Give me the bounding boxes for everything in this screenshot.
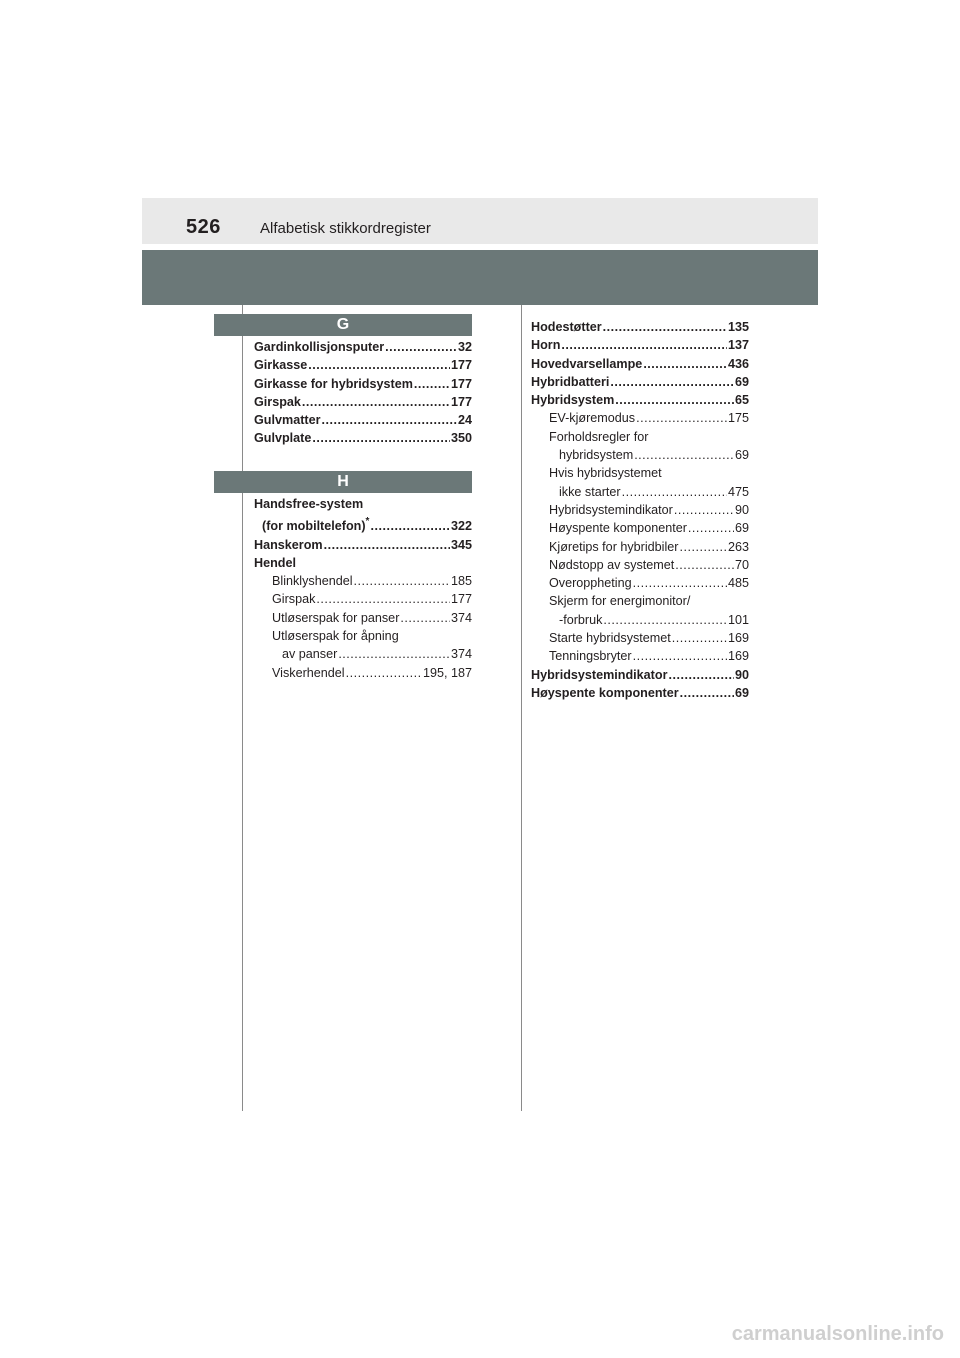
index-subentry-apning-cont[interactable]: av panser ..... 374 bbox=[254, 645, 472, 663]
column-divider-left bbox=[242, 305, 243, 1111]
index-subentry[interactable]: Hybridsystemindikator ..... 90 bbox=[531, 501, 749, 519]
section-header-h: H bbox=[214, 471, 472, 493]
section-header-g: G bbox=[214, 314, 472, 336]
index-subentry[interactable]: Girspak ..... 177 bbox=[254, 590, 472, 608]
section-h-list-left bbox=[254, 495, 472, 682]
section-h-list-right bbox=[531, 318, 749, 702]
index-subentry[interactable]: Høyspente komponenter ..... 69 bbox=[531, 519, 749, 537]
index-entry[interactable]: Hovedvarsellampe ..... 436 bbox=[531, 355, 749, 373]
index-entry[interactable]: Hodestøtter ..... 135 bbox=[531, 318, 749, 336]
index-subentry[interactable]: EV-kjøremodus ..... 175 bbox=[531, 409, 749, 427]
index-subentry[interactable]: Starte hybridsystemet ..... 169 bbox=[531, 629, 749, 647]
column-divider-right bbox=[521, 305, 522, 1111]
index-entry[interactable]: Girkasse ..... 177 bbox=[254, 356, 472, 374]
index-entry[interactable]: Gulvmatter ..... 24 bbox=[254, 411, 472, 429]
index-entry-handsfree[interactable]: Handsfree-system bbox=[254, 497, 364, 511]
index-subentry-skjerm[interactable]: Skjerm for energimonitor/ bbox=[549, 594, 691, 609]
index-subentry-hvis-cont[interactable]: ikke starter ..... 475 bbox=[531, 483, 749, 501]
index-entry[interactable]: Hybridsystemindikator ..... 90 bbox=[531, 666, 749, 684]
header-band bbox=[142, 250, 818, 305]
index-entry[interactable]: Gulvplate ..... 350 bbox=[254, 429, 472, 447]
index-entry-handsfree-cont[interactable]: (for mobiltelefon)* ..... 322 bbox=[254, 513, 472, 535]
index-subentry-forhold-cont[interactable]: hybridsystem ..... 69 bbox=[531, 446, 749, 464]
index-subentry-skjerm-cont[interactable]: -forbruk ..... 101 bbox=[531, 611, 749, 629]
index-entry-hendel[interactable]: Hendel bbox=[254, 555, 296, 570]
footnote-star: * bbox=[365, 516, 370, 528]
index-entry[interactable]: Girspak ..... 177 bbox=[254, 393, 472, 411]
index-subentry[interactable]: Blinklyshendel ..... 185 bbox=[254, 572, 472, 590]
section-g-list bbox=[254, 338, 472, 448]
page-title: Alfabetisk stikkordregister bbox=[260, 220, 431, 237]
index-subentry-apning[interactable]: Utløserspak for åpning bbox=[272, 629, 399, 644]
index-entry[interactable]: Hybridsystem ..... 65 bbox=[531, 391, 749, 409]
index-subentry[interactable]: Overoppheting ..... 485 bbox=[531, 574, 749, 592]
index-entry[interactable]: Høyspente komponenter ..... 69 bbox=[531, 684, 749, 702]
index-subentry[interactable]: Tenningsbryter ..... 169 bbox=[531, 647, 749, 665]
index-subentry[interactable]: Kjøretips for hybridbiler ..... 263 bbox=[531, 538, 749, 556]
index-subentry-hvis[interactable]: Hvis hybridsystemet bbox=[549, 466, 662, 481]
page-header bbox=[142, 198, 818, 244]
index-entry[interactable]: Girkasse for hybridsystem ..... 177 bbox=[254, 375, 472, 393]
index-subentry-visker[interactable]: Viskerhendel ..... 195, 187 bbox=[254, 664, 472, 682]
index-entry[interactable]: Hybridbatteri ..... 69 bbox=[531, 373, 749, 391]
index-entry-hanskerom[interactable]: Hanskerom ..... 345 bbox=[254, 536, 472, 554]
index-subentry-forhold[interactable]: Forholdsregler for bbox=[549, 429, 649, 444]
page-number: 526 bbox=[186, 216, 221, 238]
index-entry[interactable]: Gardinkollisjonsputer ..... 32 bbox=[254, 338, 472, 356]
index-subentry[interactable]: Nødstopp av systemet ..... 70 bbox=[531, 556, 749, 574]
index-entry[interactable]: Horn ..... 137 bbox=[531, 336, 749, 354]
watermark: carmanualsonline.info bbox=[731, 1323, 944, 1345]
index-subentry[interactable]: Utløserspak for panser ..... 374 bbox=[254, 609, 472, 627]
